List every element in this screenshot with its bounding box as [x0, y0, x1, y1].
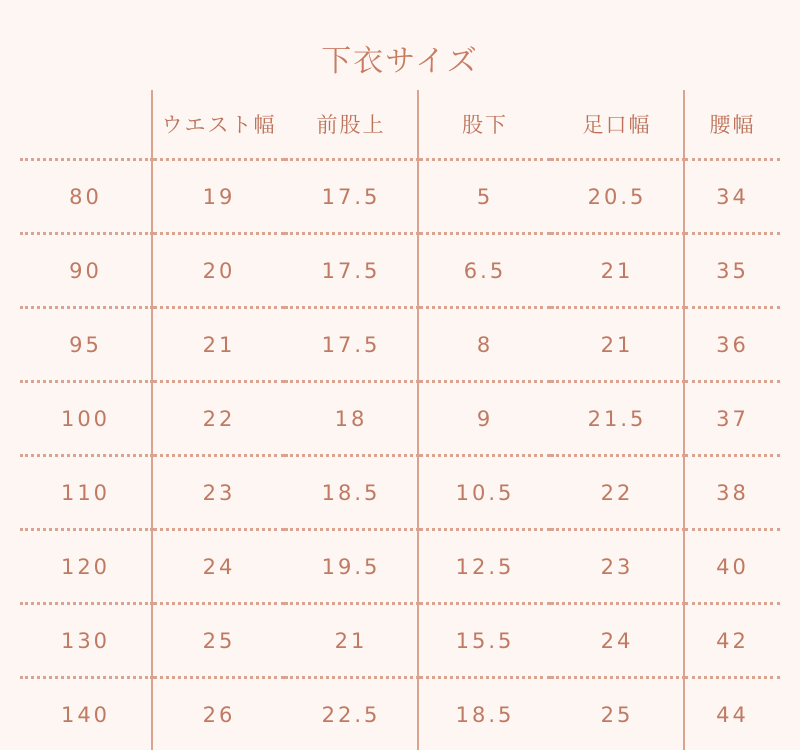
- cell-hem-width: 21: [551, 308, 684, 382]
- cell-front-rise: 21: [285, 604, 418, 678]
- cell-hem-width: 21.5: [551, 382, 684, 456]
- header-cell-inseam: 股下: [418, 90, 551, 160]
- cell-waist-width: 26: [152, 678, 285, 750]
- cell-hip-width: 38: [684, 456, 780, 530]
- cell-hem-width: 22: [551, 456, 684, 530]
- cell-waist-width: 23: [152, 456, 285, 530]
- table-row: [20, 308, 780, 382]
- cell-inseam: 15.5: [418, 604, 551, 678]
- cell-inseam: 10.5: [418, 456, 551, 530]
- row-size-label: 130: [20, 604, 152, 678]
- row-size-label: 80: [20, 160, 152, 234]
- table-header: [20, 90, 780, 160]
- header-cell-waist-width: ウエスト幅: [152, 90, 285, 160]
- cell-front-rise: 19.5: [285, 530, 418, 604]
- table-body: [20, 160, 780, 750]
- cell-inseam: 5: [418, 160, 551, 234]
- size-table: [20, 90, 780, 750]
- table-row: [20, 456, 780, 530]
- cell-hip-width: 37: [684, 382, 780, 456]
- table-row: [20, 382, 780, 456]
- size-table-container: [20, 90, 780, 750]
- cell-inseam: 9: [418, 382, 551, 456]
- cell-hem-width: 23: [551, 530, 684, 604]
- header-cell-hip-width: 腰幅: [684, 90, 780, 160]
- cell-hem-width: 25: [551, 678, 684, 750]
- cell-hip-width: 42: [684, 604, 780, 678]
- cell-inseam: 8: [418, 308, 551, 382]
- page-title: 下衣サイズ: [0, 0, 800, 98]
- cell-inseam: 6.5: [418, 234, 551, 308]
- table-row: [20, 678, 780, 750]
- row-size-label: 120: [20, 530, 152, 604]
- row-size-label: 140: [20, 678, 152, 750]
- cell-waist-width: 20: [152, 234, 285, 308]
- cell-waist-width: 22: [152, 382, 285, 456]
- row-size-label: 100: [20, 382, 152, 456]
- table-header-row: [20, 90, 780, 160]
- cell-inseam: 12.5: [418, 530, 551, 604]
- cell-front-rise: 22.5: [285, 678, 418, 750]
- row-size-label: 90: [20, 234, 152, 308]
- header-cell-size: [20, 90, 152, 160]
- cell-hip-width: 35: [684, 234, 780, 308]
- table-row: [20, 530, 780, 604]
- cell-hem-width: 20.5: [551, 160, 684, 234]
- table-row: [20, 604, 780, 678]
- cell-hip-width: 44: [684, 678, 780, 750]
- cell-front-rise: 17.5: [285, 308, 418, 382]
- cell-front-rise: 17.5: [285, 234, 418, 308]
- cell-waist-width: 25: [152, 604, 285, 678]
- cell-hip-width: 40: [684, 530, 780, 604]
- cell-front-rise: 17.5: [285, 160, 418, 234]
- cell-front-rise: 18: [285, 382, 418, 456]
- cell-waist-width: 19: [152, 160, 285, 234]
- table-row: [20, 234, 780, 308]
- table-row: [20, 160, 780, 234]
- cell-hip-width: 36: [684, 308, 780, 382]
- row-size-label: 110: [20, 456, 152, 530]
- cell-inseam: 18.5: [418, 678, 551, 750]
- cell-hem-width: 24: [551, 604, 684, 678]
- header-cell-front-rise: 前股上: [285, 90, 418, 160]
- row-size-label: 95: [20, 308, 152, 382]
- cell-hip-width: 34: [684, 160, 780, 234]
- cell-front-rise: 18.5: [285, 456, 418, 530]
- cell-hem-width: 21: [551, 234, 684, 308]
- cell-waist-width: 24: [152, 530, 285, 604]
- cell-waist-width: 21: [152, 308, 285, 382]
- header-cell-hem-width: 足口幅: [551, 90, 684, 160]
